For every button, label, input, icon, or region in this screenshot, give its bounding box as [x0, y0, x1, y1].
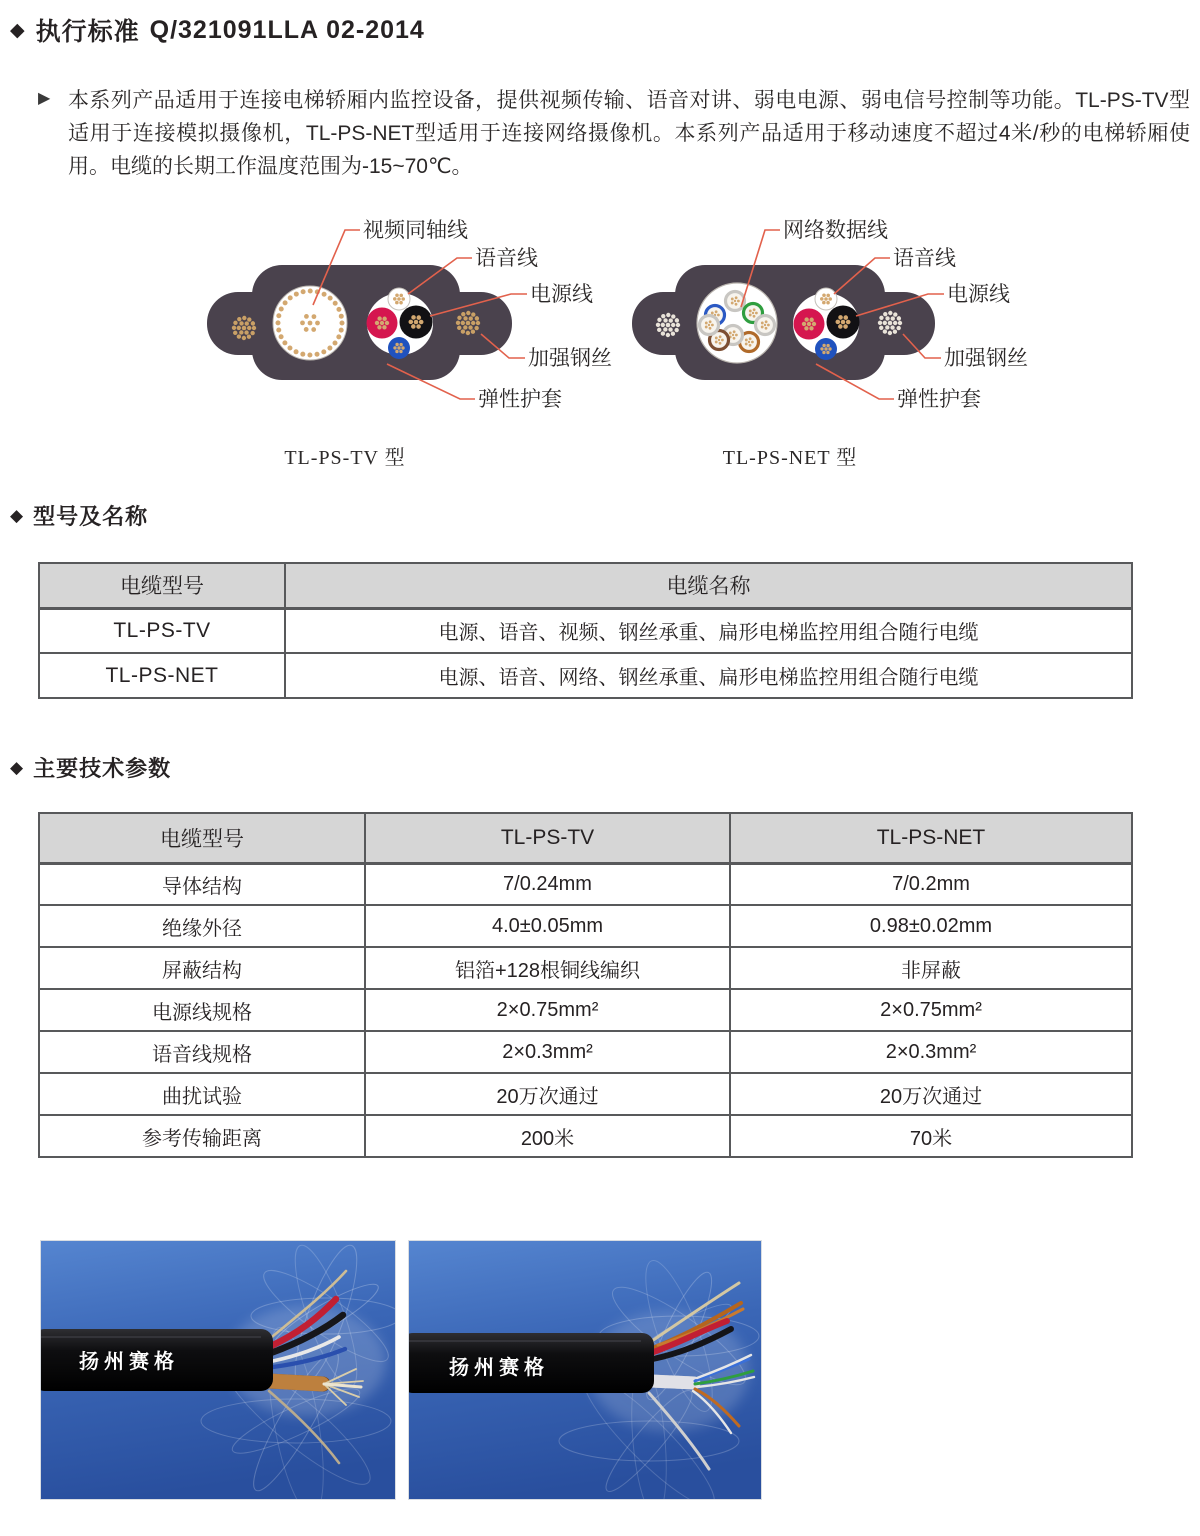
table-cell: 7/0.2mm [730, 863, 1132, 905]
triangle-bullet-icon: ▶ [38, 90, 51, 107]
label-steel: 加强钢丝 [528, 347, 612, 370]
brand-print: 扬州赛格 [449, 1357, 549, 1379]
voice-wire-circle [388, 288, 410, 310]
model-name-table [38, 562, 1133, 699]
label-coax: 视频同轴线 [363, 219, 468, 242]
col-header-tv: TL-PS-TV [365, 813, 730, 863]
table-cell: 铝箔+128根铜线编织 [365, 947, 730, 989]
product-photo-tv [40, 1240, 396, 1500]
table-cell: 电源、语音、网络、钢丝承重、扁形电梯监控用组合随行电缆 [285, 653, 1132, 698]
table-cell: 20万次通过 [730, 1073, 1132, 1115]
net-cable-diagram [630, 212, 1100, 474]
table-cell: 70米 [730, 1115, 1132, 1157]
power-wire-black-circle [827, 306, 860, 339]
blue-wire-circle [388, 337, 410, 359]
table-cell: 绝缘外径 [39, 905, 365, 947]
table-header-row [39, 563, 1132, 608]
standard-header [10, 12, 425, 48]
tv-cable-cross-section [195, 212, 665, 474]
col-header-model: 电缆型号 [39, 813, 365, 863]
table-cell: 200米 [365, 1115, 730, 1157]
table-cell: 0.98±0.02mm [730, 905, 1132, 947]
table-cell: TL-PS-NET [39, 653, 285, 698]
col-header-model: 电缆型号 [39, 563, 285, 608]
table-cell: 非屏蔽 [730, 947, 1132, 989]
brand-print: 扬州赛格 [79, 1351, 179, 1373]
diamond-bullet-icon: ◆ [10, 757, 25, 777]
table-cell: 2×0.75mm² [365, 989, 730, 1031]
diamond-bullet-icon: ◆ [10, 19, 26, 41]
table-cell: 电源线规格 [39, 989, 365, 1031]
standard-label: 执行标准 [35, 18, 140, 46]
table-cell: 电源、语音、视频、钢丝承重、扁形电梯监控用组合随行电缆 [285, 608, 1132, 653]
table-cell: 曲扰试验 [39, 1073, 365, 1115]
table-row [39, 863, 1132, 905]
voice-wire-circle [815, 288, 837, 310]
power-wire-red-circle [794, 309, 825, 340]
video-coax-circle [273, 286, 347, 360]
col-header-name: 电缆名称 [285, 563, 1132, 608]
table-row [39, 947, 1132, 989]
table-cell: TL-PS-TV [39, 608, 285, 653]
table-row [39, 1031, 1132, 1073]
blue-wire-circle [815, 338, 837, 360]
table-cell: 2×0.3mm² [365, 1031, 730, 1073]
label-sheath: 弹性护套 [897, 388, 981, 411]
table-row [39, 608, 1132, 653]
diamond-bullet-icon: ◆ [10, 505, 25, 525]
table-cell: 2×0.3mm² [730, 1031, 1132, 1073]
technical-params-table [38, 812, 1133, 1158]
intro-paragraph: 本系列产品适用于连接电梯轿厢内监控设备，提供视频传输、语音对讲、弱电电源、弱电信号控制等功能。TL-PS-TV型适用于连接模拟摄像机，TL-PS-NET型适用于连接网络摄像机。本系列产品适用于移动速度不超过4米/秒的电梯轿厢使用。电缆的长期工作温度范围为-15~70℃。 [68, 89, 1190, 178]
table-row [39, 905, 1132, 947]
label-sheath: 弹性护套 [478, 388, 562, 411]
table-cell: 语音线规格 [39, 1031, 365, 1073]
section-title-text: 主要技术参数 [33, 756, 172, 781]
label-voice: 语音线 [893, 247, 956, 270]
power-wire-black-circle [400, 306, 433, 339]
table-cell: 4.0±0.05mm [365, 905, 730, 947]
params-section-title [10, 752, 171, 783]
table-cell: 参考传输距离 [39, 1115, 365, 1157]
tv-diagram-caption: TL-PS-TV 型 [284, 447, 406, 469]
label-voice: 语音线 [475, 247, 538, 270]
label-power: 电源线 [530, 283, 593, 306]
label-network: 网络数据线 [783, 219, 888, 242]
table-cell: 屏蔽结构 [39, 947, 365, 989]
net-cable-cross-section [630, 212, 1100, 474]
table-row [39, 1115, 1132, 1157]
table-row [39, 1073, 1132, 1115]
table-cell: 20万次通过 [365, 1073, 730, 1115]
table-header-row [39, 813, 1132, 863]
col-header-net: TL-PS-NET [730, 813, 1132, 863]
table-cell: 2×0.75mm² [730, 989, 1132, 1031]
table-cell: 导体结构 [39, 863, 365, 905]
section-title-text: 型号及名称 [33, 504, 149, 529]
table-cell: 7/0.24mm [365, 863, 730, 905]
label-steel: 加强钢丝 [944, 347, 1028, 370]
product-photo-net [408, 1240, 762, 1500]
model-section-title [10, 500, 148, 531]
power-wire-red-circle [367, 308, 398, 339]
network-data-circle [697, 283, 777, 363]
label-power: 电源线 [947, 283, 1010, 306]
table-row [39, 989, 1132, 1031]
table-row [39, 653, 1132, 698]
standard-code: Q/321091LLA 02-2014 [149, 15, 425, 44]
net-diagram-caption: TL-PS-NET 型 [722, 447, 858, 469]
tv-cable-diagram [195, 212, 665, 474]
